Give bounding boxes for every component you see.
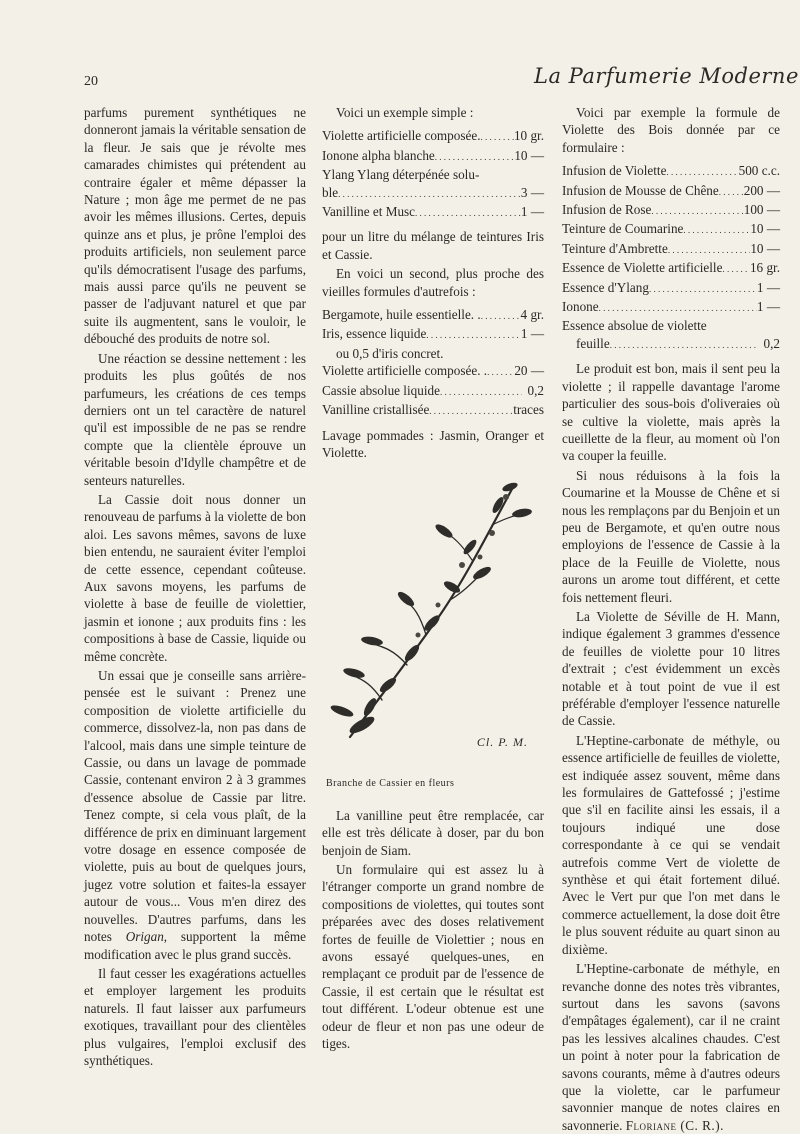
ingredient: Essence absolue de violette bbox=[562, 318, 707, 334]
quantity: traces bbox=[513, 402, 544, 418]
recipe-row bbox=[322, 362, 544, 381]
ingredient: Essence de Violette artificielle bbox=[562, 260, 723, 276]
ingredient: Vanilline cristallisée bbox=[322, 402, 430, 418]
quantity: 10 gr. bbox=[513, 128, 544, 144]
column-left bbox=[84, 104, 306, 1069]
quantity: 1 — bbox=[756, 279, 780, 295]
quantity: 200 — bbox=[743, 182, 780, 198]
recipe-row bbox=[322, 127, 544, 146]
ingredient: Violette artificielle composée. bbox=[322, 128, 481, 144]
branch-drawing bbox=[322, 475, 544, 755]
ingredient: ble bbox=[322, 184, 339, 200]
ingredient: Bergamote, huile essentielle. . bbox=[322, 307, 481, 323]
recipe-row bbox=[562, 259, 780, 278]
paragraph: parfums purement synthétiques ne donneront jamais la véritable sensation de la fleur. Je sais que je révolte mes camarades chimistes qui prétendent au contraire égaler et même dépasser la Nature ; mon âge me permet de ne pas avoir les mêmes illusions. Certes, depuis quinze ans et plus, je prône l'emploi des produits artificiels, non seulement parce qu'ils démocratisent l'usage des parfums, mais aussi parce qu'ils ne peuvent se passer de l'adjuvant naturel et que par suite ils augmentent, sans le vouloir, le débouché des produits de notre sol. bbox=[84, 105, 306, 347]
recipe-row bbox=[562, 182, 780, 201]
recipe-list-1 bbox=[322, 127, 544, 222]
recipe-row bbox=[562, 298, 780, 317]
ingredient: Vanilline et Musc bbox=[322, 204, 416, 220]
recipe-row bbox=[322, 382, 544, 401]
column-right bbox=[562, 104, 780, 1134]
page-number: 20 bbox=[84, 74, 98, 89]
ingredient: Infusion de Violette bbox=[562, 163, 667, 179]
recipe-row bbox=[322, 203, 544, 222]
ingredient: Essence d'Ylang bbox=[562, 279, 649, 295]
ingredient: Cassie absolue liquide bbox=[322, 382, 440, 398]
recipe-row bbox=[322, 184, 544, 203]
paragraph: Lavage pommades : Jasmin, Oranger et Violette. bbox=[322, 427, 544, 460]
quantity: 500 c.c. bbox=[738, 163, 780, 179]
paragraph: Voici par exemple la formule de Violette des Bois donnée par ce formulaire : bbox=[562, 105, 780, 155]
ingredient: Iris, essence liquide bbox=[322, 326, 427, 342]
recipe-row bbox=[322, 325, 544, 344]
recipe-row bbox=[562, 162, 780, 181]
cassia-branch-illustration bbox=[322, 475, 544, 771]
recipe-row bbox=[562, 335, 780, 354]
ingredient: Ylang Ylang déterpénée solu- bbox=[322, 167, 480, 183]
paragraph: La Cassie doit nous donner un renouveau de parfums à la violette de bon aloi. Les savons mêmes, savons de luxe bien entendu, ne sauraient éviter l'emploi de cette essence, cependant coûteuse. Aux savons moyens, les parfums de violette à base de feuille de violettier, jasmin et ionone ; aux produits fins : les compositions à base de Cassie, liquide ou même concrète. bbox=[84, 491, 306, 664]
quantity: 4 gr. bbox=[520, 307, 544, 323]
paragraph-text: , supportent la même modification avec le plus grand succès. bbox=[84, 929, 307, 962]
paragraph: En voici un second, plus proche des vieilles formules d'autrefois : bbox=[322, 266, 544, 299]
paragraph: Le produit est bon, mais il sent peu la violette ; il rappelle davantage l'arome particulier des sous-bois d'oliveraies où se cultive la violette, mais après la cueillette de la fleur, au moment où l'on va couper la feuille. bbox=[562, 361, 780, 464]
quantity: 10 — bbox=[750, 221, 780, 237]
photo-credit: Cl. P. M. bbox=[476, 734, 528, 749]
quantity: 3 — bbox=[520, 184, 544, 200]
paragraph: La vanilline peut être remplacée, car elle est très délicate à doser, par du bon benjoin de Siam. bbox=[322, 807, 544, 858]
recipe-row bbox=[562, 201, 780, 220]
quantity: 1 — bbox=[520, 326, 544, 342]
paragraph: Si nous réduisons à la fois la Coumarine et la Mousse de Chêne et si nous les remplaçons par du Benjoin et un peu de Bergamote, et qu'en outre nous employions de l'essence de Cassie à la place de la Feuille de Violette, nous aurons un arome tout différent, et cette fois nettement fleuri. bbox=[562, 467, 780, 605]
running-title: La Parfumerie Moderne bbox=[534, 64, 799, 88]
ingredient: Violette artificielle composée. . bbox=[322, 363, 488, 379]
recipe-row bbox=[322, 166, 544, 183]
quantity: 20 — bbox=[514, 363, 544, 379]
paragraph: pour un litre du mélange de teintures Iris et Cassie. bbox=[322, 229, 544, 262]
paragraph bbox=[84, 667, 306, 963]
recipe-row bbox=[322, 147, 544, 166]
recipe-row bbox=[322, 306, 544, 325]
paragraph: Voici un exemple simple : bbox=[336, 105, 474, 120]
paragraph: Il faut cesser les exagérations actuelles et employer largement les produits naturels. Il faut laisser aux parfumeurs exotiques, travaillant pour des clientèles plus vulgaires, l'emploi exclusif des synthétiques. bbox=[84, 965, 306, 1068]
paragraph-text: L'Heptine-carbonate de méthyle, en revanche donne des notes très vibrantes, surtout dans les savons (savons d'empâtages également), car il ne craint pas les lessives alcalines chaudes. C'est un point à noter pour la fabrication de savons courants, même à d'autres odeurs que la violette, car le parfumeur savonnier manque de notes claires en savonnerie. bbox=[562, 961, 780, 1133]
quantity: 0,2 bbox=[763, 335, 780, 351]
recipe-row bbox=[562, 240, 780, 259]
ingredient: Infusion de Mousse de Chêne bbox=[562, 182, 719, 198]
paragraph: La Violette de Séville de H. Mann, indique également 3 grammes d'essence de feuilles de violette pour 10 litres d'extrait ; c'est évidemment un excès notable et à tout point de vue il est préférable d'employer l'essence naturelle de Cassie. bbox=[562, 608, 780, 729]
quantity: 100 — bbox=[743, 202, 780, 218]
column-middle bbox=[322, 104, 544, 1052]
author-signature: Floriane (C. R.). bbox=[625, 1117, 724, 1133]
ingredient: Infusion de Rose bbox=[562, 202, 652, 218]
ingredient: Teinture d'Ambrette bbox=[562, 240, 668, 256]
ingredient: Ionone alpha blanche bbox=[322, 147, 435, 163]
paragraph: Un formulaire qui est assez lu à l'étranger comporte un grand nombre de compositions de violettes, qui toutes sont préparées avec des doses relativement fortes de feuille de Violettier ; nous en avons essayé quelques-unes, en remplaçant ce produit par de l'essence de Cassie, il est certain que le résultat est tout différent. L'odeur obtenue est une odeur de fleur et non pas une odeur de tiges. bbox=[322, 861, 544, 1051]
ingredient: Teinture de Coumarine bbox=[562, 221, 684, 237]
paragraph: Une réaction se dessine nettement : les produits les plus goûtés de nos parfumeurs, les créations de ces temps derniers ont un tel caractère de naturel qu'il est impossible de ne pas se rendre compte que la clientèle éprouve un véritable besoin d'Idylle champêtre et de senteurs naturelles. bbox=[84, 350, 306, 488]
paragraph bbox=[562, 960, 780, 1134]
quantity: 1 — bbox=[520, 204, 544, 220]
ingredient: Ionone bbox=[562, 299, 599, 315]
quantity: 1 — bbox=[756, 299, 780, 315]
recipe-list-2 bbox=[322, 306, 544, 420]
paragraph: L'Heptine-carbonate de méthyle, ou essence artificielle de feuilles de violette, est indiquée assez souvent, même dans les formulaires de Gattefossé ; j'estime que s'il en facilite ainsi les essais, il a toujours indiqué une dose correspondante à ce qui se vendait autrefois comme Vert de violette de synthèse et qui était fortement dilué. Avec le Vert pur que l'on met dans le commerce actuellement, la dose doit être le plus souvent réduite au quart sinon au dixième. bbox=[562, 732, 780, 957]
ingredient: feuille bbox=[576, 335, 610, 351]
italic-term: Origan bbox=[125, 929, 164, 945]
recipe-row bbox=[562, 279, 780, 298]
recipe-row bbox=[562, 317, 780, 334]
recipe-list-3 bbox=[562, 162, 780, 354]
ingredient: ou 0,5 d'iris concret. bbox=[336, 345, 444, 361]
recipe-row bbox=[562, 220, 780, 239]
figure-caption: Branche de Cassier en fleurs bbox=[326, 778, 455, 790]
quantity: 10 — bbox=[514, 147, 544, 163]
quantity: 0,2 bbox=[527, 382, 544, 398]
paragraph-text: Un essai que je conseille sans arrière-pensée est le suivant : Prenez une composition de violette artificielle du commerce, dissolvez-la, non pas dans de l'alcool, mais dans une simple teinture de Cassie, ou dans un lavage de pommade Cassie, contenant environ 2 à 3 grammes d'essence absolue de Cassie par litre. Tenez compte, si cela vous plaît, de la différence de prix en diminuant largement votre dosage en essence composée de violette, puis au bout de quelques jours, jugez votre solution et faites-la essayer autour de vous... Vous m'en direz des nouvelles. D'autres parfums, dans les notes bbox=[84, 668, 306, 945]
recipe-row bbox=[322, 345, 544, 362]
quantity: 16 gr. bbox=[749, 260, 780, 276]
quantity: 10 — bbox=[750, 240, 780, 256]
recipe-row bbox=[322, 401, 544, 420]
